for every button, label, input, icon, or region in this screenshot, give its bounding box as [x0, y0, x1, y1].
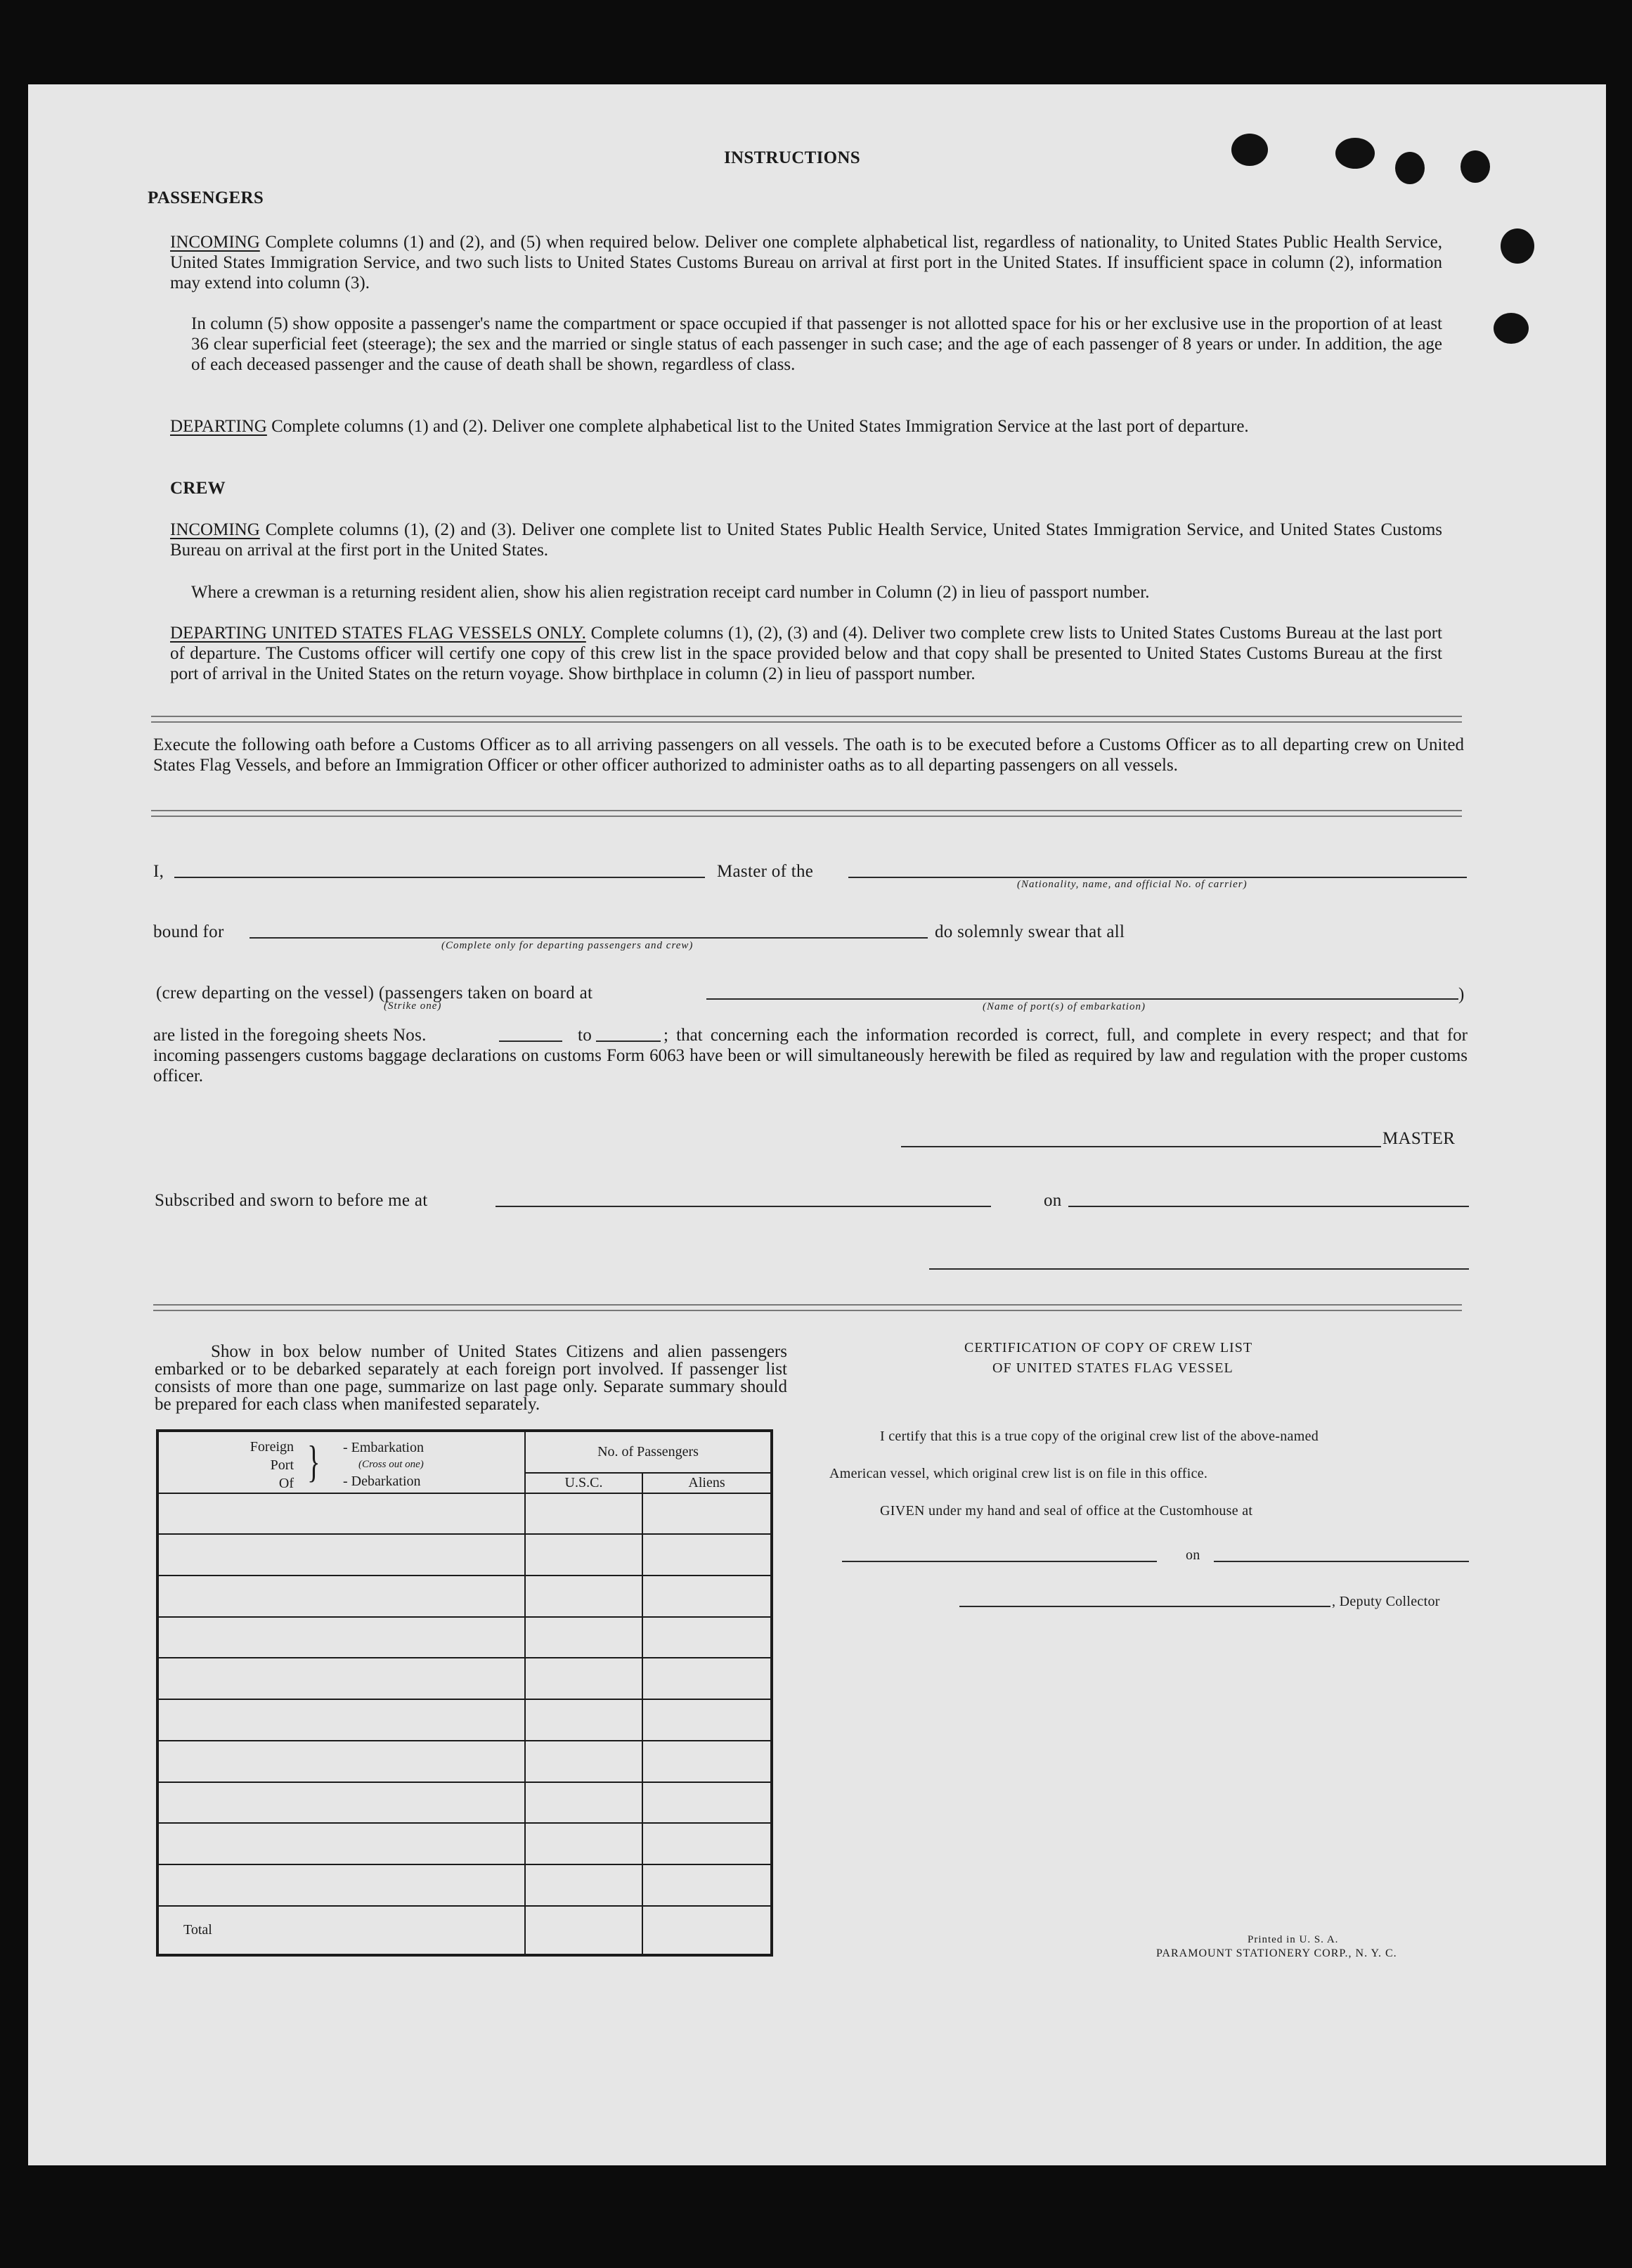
- deputy-label: , Deputy Collector: [1332, 1594, 1440, 1609]
- usc-cell[interactable]: [525, 1823, 642, 1864]
- no-of-passengers-header: No. of Passengers: [525, 1431, 772, 1473]
- departing-crew-text: Complete columns (1), (2), (3) and (4). Deliver two complete crew lists to United States Customs Bureau at the last port of departure. The Customs officer will certify one copy of this crew list in the space provided below and that copy shall be presented to United States Customs Bureau at the first port of arrival in the United States on the return voyage. Show birthplace in column (2) in lieu of passport number.: [170, 624, 1442, 683]
- nationality-caption: (Nationality, name, and official No. of carrier): [1017, 879, 1248, 890]
- oath-intro: Execute the following oath before a Customs Officer as to all arriving passengers on all vessels. The oath is to be executed before a Customs Officer as to all departing crew on United States Flag Vessels, and before an Immigration Officer or other officer authorized to administer oaths as to all departing passengers on all vessels.: [153, 735, 1464, 775]
- debarkation-label: - Debarkation: [343, 1474, 421, 1489]
- usc-cell[interactable]: [525, 1493, 642, 1535]
- punch-hole: [1461, 150, 1490, 183]
- cert-certify-line1: I certify that this is a true copy of the original crew list of the above-named: [880, 1429, 1319, 1444]
- total-label: Total: [157, 1906, 525, 1955]
- cert-title-line1: CERTIFICATION OF COPY OF CREW LIST: [964, 1340, 1253, 1355]
- departing-crew-label: DEPARTING UNITED STATES FLAG VESSELS ONLY.: [170, 624, 586, 643]
- usc-cell[interactable]: [525, 1658, 642, 1699]
- cert-on-label: on: [1186, 1547, 1200, 1563]
- incoming-crew-text: Complete columns (1), (2) and (3). Deliver one complete list to United States Public Health Service, United States Immigration Service, and United States Customs Bureau on arrival at the first port in the United States.: [170, 520, 1442, 560]
- aliens-cell[interactable]: [642, 1699, 772, 1741]
- column5-paragraph: In column (5) show opposite a passenger's name the compartment or space occupied if that passenger is not allotted space for his or her exclusive use in the proportion of at least 36 clear superficial feet (steerage); the sex and the married or single status of each passenger in such case; and the age of each passenger of 8 years or under. In addition, the age of each deceased passenger and the cause of death shall be shown, regardless of class.: [191, 314, 1442, 374]
- listed-rest: ; that concerning each the information recorded is correct, full, and complete in every respect; and that for incoming passengers customs baggage declarations on customs Form 6063 have been or will simultaneously herewith be filed as required by law and regulation with the proper customs officer.: [153, 1026, 1468, 1085]
- swear-label: do solemnly swear that all: [935, 922, 1125, 941]
- to-label: to: [578, 1026, 592, 1045]
- customhouse-field[interactable]: [842, 1561, 1157, 1562]
- bound-caption: (Complete only for departing passengers and crew): [441, 940, 694, 951]
- sworn-date-field[interactable]: [1068, 1206, 1469, 1207]
- cert-certify-line2: American vessel, which original crew list is on file in this office.: [829, 1466, 1208, 1481]
- brace-icon: }: [307, 1436, 320, 1486]
- usc-cell[interactable]: [525, 1864, 642, 1906]
- incoming-crew-label: INCOMING: [170, 520, 260, 539]
- port-cell[interactable]: [157, 1741, 525, 1782]
- aliens-cell[interactable]: [642, 1741, 772, 1782]
- total-aliens-cell[interactable]: [642, 1906, 772, 1955]
- usc-cell[interactable]: [525, 1617, 642, 1658]
- listed-label: are listed in the foregoing sheets Nos.: [153, 1026, 427, 1045]
- crewman-paragraph: Where a crewman is a returning resident alien, show his alien registration receipt card number in Column (2) in lieu of passport number.: [191, 583, 1150, 602]
- cert-given-line: GIVEN under my hand and seal of office at the Customhouse at: [880, 1503, 1253, 1519]
- aliens-cell[interactable]: [642, 1782, 772, 1824]
- port-cell[interactable]: [157, 1576, 525, 1617]
- instructions-title: INSTRUCTIONS: [724, 148, 860, 167]
- usc-cell[interactable]: [525, 1741, 642, 1782]
- cert-title-line2: OF UNITED STATES FLAG VESSEL: [992, 1360, 1233, 1376]
- foreign-label: Foreign: [250, 1439, 294, 1455]
- aliens-cell[interactable]: [642, 1576, 772, 1617]
- aliens-cell[interactable]: [642, 1864, 772, 1906]
- of-label: Of: [278, 1476, 294, 1491]
- departing-label: DEPARTING: [170, 417, 267, 436]
- crew-heading: CREW: [170, 479, 226, 498]
- divider: [153, 1304, 1462, 1311]
- port-label: Port: [270, 1457, 294, 1473]
- crew-departing-label: (crew departing on the vessel) (passengers taken on board at: [156, 984, 593, 1003]
- divider: [151, 810, 1462, 817]
- summary-note: Show in box below number of United States Citizens and alien passengers embarked or to be debarked separately at each foreign port involved. If passenger list consists of more than one page, summarize on last page only. Separate summary should be prepared for each class when manifested separately.: [155, 1342, 787, 1414]
- strike-caption: (Strike one): [384, 1000, 442, 1012]
- punch-hole: [1494, 313, 1529, 344]
- punch-hole: [1501, 228, 1534, 264]
- usc-cell[interactable]: [525, 1699, 642, 1741]
- port-cell[interactable]: [157, 1699, 525, 1741]
- cert-date-field[interactable]: [1214, 1561, 1469, 1562]
- printed-in-usa: Printed in U. S. A.: [1248, 1934, 1339, 1945]
- aliens-cell[interactable]: [642, 1617, 772, 1658]
- usc-cell[interactable]: [525, 1576, 642, 1617]
- incoming-label: INCOMING: [170, 233, 260, 252]
- master-signature-field[interactable]: [901, 1146, 1381, 1147]
- aliens-cell[interactable]: [642, 1534, 772, 1576]
- port-cell[interactable]: [157, 1493, 525, 1535]
- incoming-crew-paragraph: [170, 520, 1442, 560]
- incoming-text: Complete columns (1) and (2), and (5) when required below. Deliver one complete alphabetical list, regardless of nationality, to United States Public Health Service, United States Immigration Service, and two such lists to United States Customs Bureau on arrival at first port in the United States. If insufficient space in column (2), information may extend into column (3).: [170, 233, 1443, 292]
- i-label: I,: [153, 862, 164, 881]
- usc-header: U.S.C.: [525, 1473, 642, 1493]
- deputy-collector-field[interactable]: [959, 1606, 1330, 1607]
- departing-crew-paragraph: [170, 623, 1442, 684]
- carrier-field[interactable]: [848, 877, 1467, 878]
- master-name-field[interactable]: [174, 877, 705, 878]
- port-cell[interactable]: [157, 1658, 525, 1699]
- bound-for-field[interactable]: [250, 937, 928, 939]
- departing-passengers-paragraph: [170, 416, 1442, 437]
- punch-hole: [1335, 138, 1375, 169]
- usc-cell[interactable]: [525, 1534, 642, 1576]
- sworn-place-field[interactable]: [496, 1206, 991, 1207]
- incoming-passengers-paragraph: [170, 232, 1442, 293]
- bound-for-label: bound for: [153, 922, 224, 941]
- port-cell[interactable]: [157, 1864, 525, 1906]
- departing-text: Complete columns (1) and (2). Deliver one complete alphabetical list to the United States Immigration Service at the last port of departure.: [271, 417, 1249, 436]
- subscribed-label: Subscribed and sworn to before me at: [155, 1191, 428, 1210]
- punch-hole: [1395, 152, 1425, 184]
- port-cell[interactable]: [157, 1617, 525, 1658]
- punch-hole: [1231, 134, 1268, 166]
- passengers-heading: PASSENGERS: [148, 188, 264, 207]
- close-paren: ): [1458, 985, 1465, 1004]
- port-cell[interactable]: [157, 1782, 525, 1824]
- master-of-label: Master of the: [717, 862, 814, 881]
- printer-name: PARAMOUNT STATIONERY CORP., N. Y. C.: [1156, 1947, 1397, 1959]
- officer-signature-field[interactable]: [929, 1268, 1469, 1270]
- port-cell[interactable]: [157, 1823, 525, 1864]
- on-label: on: [1044, 1191, 1062, 1210]
- aliens-cell[interactable]: [642, 1823, 772, 1864]
- cross-out-label: (Cross out one): [358, 1459, 424, 1470]
- aliens-cell[interactable]: [642, 1658, 772, 1699]
- passenger-summary-table: [156, 1429, 773, 1957]
- ports-caption: (Name of port(s) of embarkation): [983, 1001, 1146, 1012]
- usc-cell[interactable]: [525, 1782, 642, 1824]
- total-usc-cell[interactable]: [525, 1906, 642, 1955]
- aliens-cell[interactable]: [642, 1493, 772, 1535]
- divider: [151, 716, 1462, 723]
- embarkation-label: - Embarkation: [343, 1440, 424, 1455]
- aliens-header: Aliens: [642, 1473, 772, 1493]
- master-label: MASTER: [1382, 1129, 1456, 1148]
- port-header-cell: [157, 1431, 525, 1493]
- ports-field[interactable]: [706, 998, 1458, 1000]
- port-cell[interactable]: [157, 1534, 525, 1576]
